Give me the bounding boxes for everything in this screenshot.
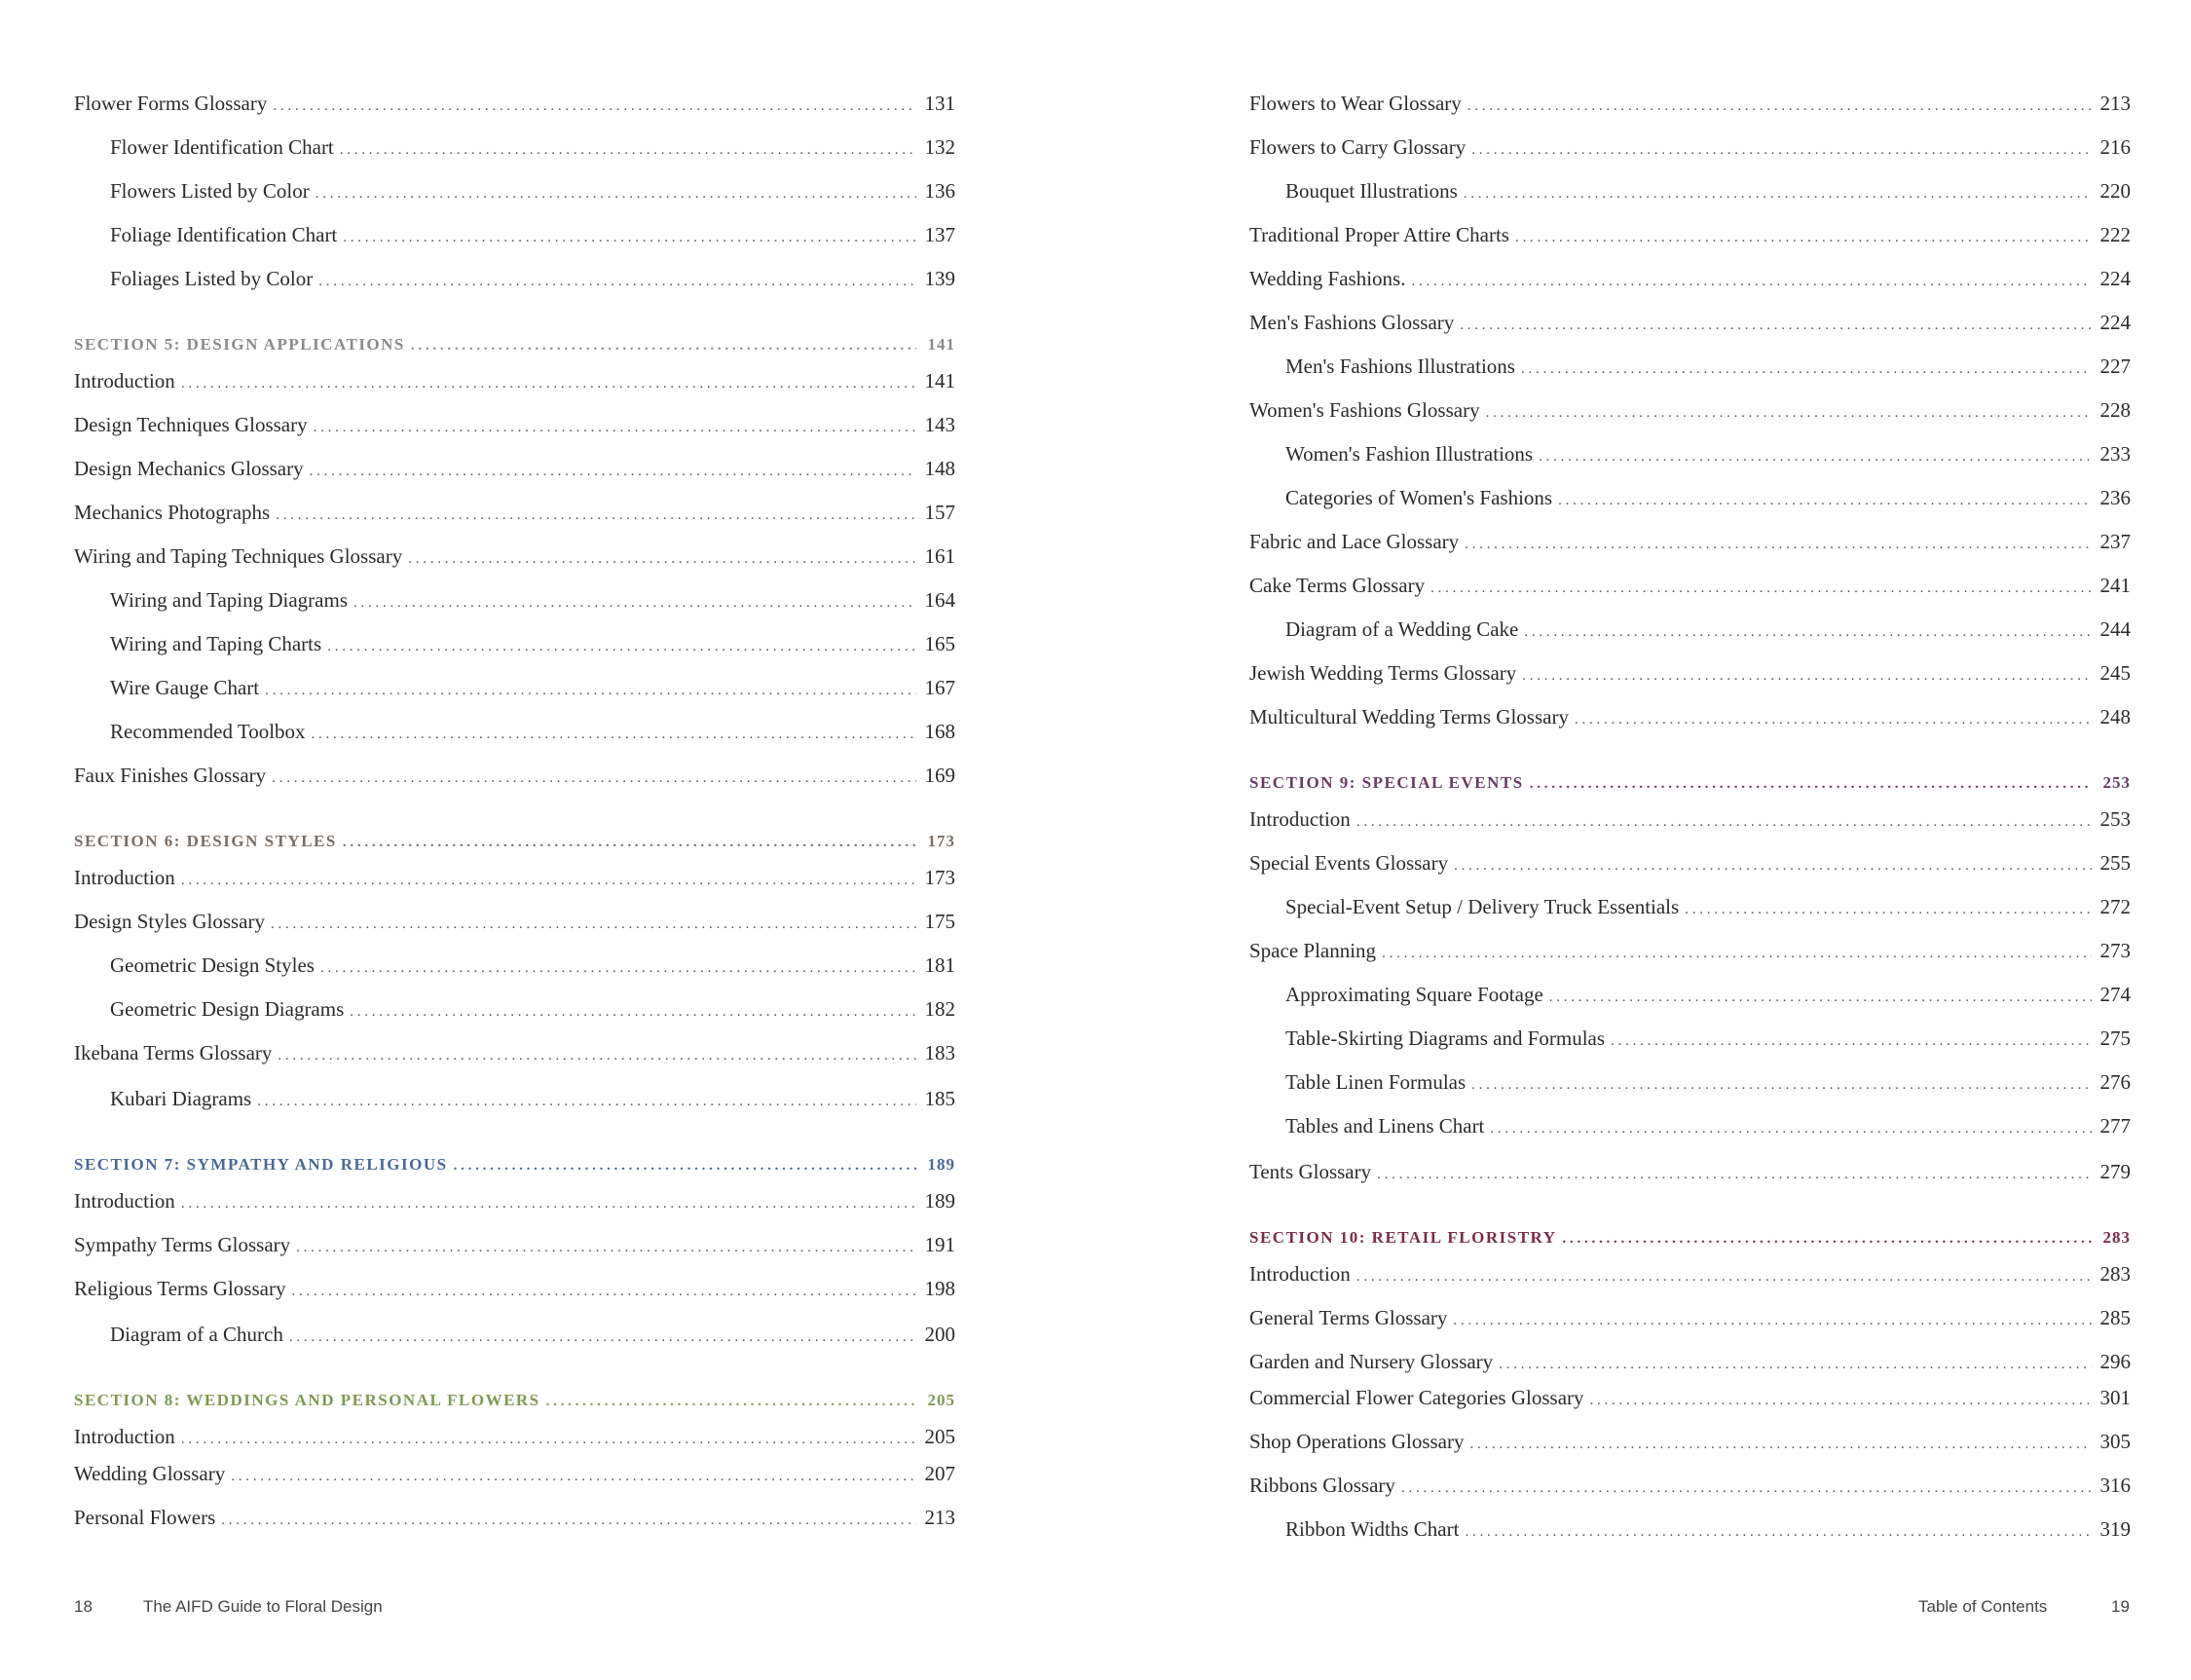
page-number: 216	[2099, 135, 2131, 159]
dot-leader	[1611, 1027, 2092, 1056]
page-number: 301	[2099, 1386, 2131, 1409]
dot-leader	[1530, 769, 2092, 799]
dot-leader	[1356, 1262, 2092, 1291]
toc-entry	[1249, 936, 2131, 965]
section-title: SECTION 10: RETAIL FLORISTRY	[1249, 1228, 1557, 1247]
toc-entry	[74, 994, 955, 1024]
page-number: 244	[2099, 617, 2131, 641]
entry-title: Ribbons Glossary	[1249, 1474, 1395, 1497]
entry-title: Approximating Square Footage	[1285, 983, 1543, 1006]
dot-leader	[278, 1041, 916, 1070]
dot-leader	[343, 223, 916, 252]
entry-title: Geometric Design Styles	[110, 953, 315, 977]
entry-title: Introduction	[74, 369, 175, 392]
toc-entry	[74, 454, 955, 483]
entry-title: Design Mechanics Glossary	[74, 457, 304, 480]
toc-entry	[74, 761, 955, 790]
page-number: 285	[2099, 1306, 2131, 1329]
dot-leader	[1454, 851, 2092, 880]
entry-title: Personal Flowers	[74, 1506, 216, 1529]
dot-leader	[1539, 442, 2092, 471]
toc-entry	[1249, 264, 2131, 293]
toc-entry	[74, 1459, 955, 1488]
entry-title: Men's Fashions Illustrations	[1285, 355, 1515, 378]
toc-entry	[74, 541, 955, 571]
dot-leader	[1465, 530, 2092, 559]
page-number: 157	[924, 501, 955, 524]
dot-leader	[271, 910, 916, 939]
dot-leader	[1430, 574, 2092, 603]
toc-entry	[1249, 176, 2131, 205]
page-number: 148	[924, 457, 955, 480]
page-number: 137	[924, 223, 955, 246]
dot-leader	[1453, 1306, 2092, 1335]
dot-leader	[1382, 939, 2092, 968]
footer-book-title: The AIFD Guide to Floral Design	[143, 1597, 383, 1616]
dot-leader	[350, 997, 916, 1027]
page-number: 224	[2099, 311, 2131, 334]
page-number: 183	[924, 1041, 955, 1064]
entry-title: Sympathy Terms Glossary	[74, 1233, 291, 1256]
dot-leader	[1401, 1474, 2092, 1503]
dot-leader	[1563, 1224, 2092, 1253]
entry-title: Special Events Glossary	[1249, 851, 1449, 875]
page-number: 275	[2099, 1027, 2131, 1050]
toc-section-heading	[1249, 1223, 2131, 1252]
dot-leader	[257, 1087, 916, 1116]
toc-entry	[74, 1503, 955, 1532]
entry-title: Fabric and Lace Glossary	[1249, 530, 1460, 553]
entry-title: Commercial Flower Categories Glossary	[1249, 1386, 1584, 1409]
page-number: 131	[924, 92, 955, 115]
toc-entry	[1249, 1259, 2131, 1288]
toc-entry	[1249, 1024, 2131, 1053]
toc-entry	[74, 907, 955, 936]
toc-entry	[74, 951, 955, 980]
page-number: 233	[2099, 442, 2131, 466]
toc-section-heading	[74, 827, 955, 856]
page-number: 273	[2099, 939, 2131, 962]
entry-title: Tables and Linens Chart	[1285, 1114, 1485, 1138]
footer-page-number-right: 19	[2111, 1597, 2130, 1616]
dot-leader	[327, 632, 916, 661]
entry-title: Flowers to Carry Glossary	[1249, 135, 1467, 159]
page-number: 283	[2099, 1262, 2131, 1286]
page-number: 141	[927, 335, 955, 354]
entry-title: Wedding Fashions.	[1249, 267, 1406, 290]
entry-title: Religious Terms Glossary	[74, 1277, 286, 1300]
toc-entry	[1249, 220, 2131, 249]
page-number: 169	[924, 764, 955, 787]
page-number: 272	[2099, 895, 2131, 918]
toc-entry	[1249, 1514, 2131, 1544]
toc-entry	[74, 1186, 955, 1215]
page-number: 228	[2099, 398, 2131, 422]
dot-leader	[1685, 895, 2092, 924]
page-number: 248	[2099, 705, 2131, 728]
entry-title: Mechanics Photographs	[74, 501, 271, 524]
toc-entry	[74, 89, 955, 118]
toc-entry	[74, 264, 955, 293]
entry-title: Foliages Listed by Color	[110, 267, 314, 290]
page-number: 305	[2099, 1430, 2131, 1453]
dot-leader	[1377, 1160, 2092, 1189]
entry-title: Table-Skirting Diagrams and Formulas	[1285, 1027, 1606, 1050]
dot-leader	[340, 135, 916, 165]
toc-entry	[74, 863, 955, 892]
dot-leader	[273, 92, 916, 121]
entry-title: Jewish Wedding Terms Glossary	[1249, 661, 1517, 685]
entry-title: Diagram of a Church	[110, 1323, 283, 1346]
toc-entry	[1249, 892, 2131, 921]
toc-entry	[1249, 615, 2131, 644]
page-number: 181	[924, 953, 955, 977]
entry-title: Introduction	[1249, 807, 1351, 831]
toc-entry	[74, 1230, 955, 1259]
page-number: 279	[2099, 1160, 2131, 1183]
dot-leader	[1524, 617, 2092, 647]
page-number: 189	[927, 1155, 955, 1174]
toc-entry	[74, 1320, 955, 1349]
dot-leader	[276, 501, 916, 530]
section-title: SECTION 6: DESIGN STYLES	[74, 832, 337, 850]
dot-leader	[1575, 705, 2092, 734]
entry-title: Bouquet Illustrations	[1285, 179, 1458, 203]
entry-title: Ikebana Terms Glossary	[74, 1041, 273, 1064]
page-number: 222	[2099, 223, 2131, 246]
dot-leader	[265, 676, 916, 705]
page-number: 185	[924, 1087, 955, 1110]
toc-entry	[74, 366, 955, 395]
entry-title: Table Linen Formulas	[1285, 1070, 1467, 1094]
page-number: 255	[2099, 851, 2131, 875]
page-number: 283	[2102, 1228, 2131, 1247]
dot-leader	[1549, 983, 2092, 1012]
entry-title: Space Planning	[1249, 939, 1377, 962]
dot-leader	[1471, 135, 2092, 165]
toc-entry	[1249, 571, 2131, 600]
dot-leader	[231, 1462, 916, 1491]
entry-title: Kubari Diagrams	[110, 1087, 252, 1110]
entry-title: Shop Operations Glossary	[1249, 1430, 1465, 1453]
toc-section-heading	[74, 1150, 955, 1179]
entry-title: Recommended Toolbox	[110, 720, 306, 743]
entry-title: Foliage Identification Chart	[110, 223, 338, 246]
dot-leader	[454, 1151, 916, 1180]
dot-leader	[1558, 486, 2092, 515]
page-number: 189	[924, 1189, 955, 1213]
page-number: 200	[924, 1323, 955, 1346]
entry-title: Wire Gauge Chart	[110, 676, 260, 699]
dot-leader	[343, 828, 916, 857]
dot-leader	[291, 1277, 916, 1306]
footer-section-title: Table of Contents	[1918, 1597, 2048, 1616]
page-number: 274	[2099, 983, 2131, 1006]
entry-title: Cake Terms Glossary	[1249, 574, 1426, 597]
toc-entry	[1249, 439, 2131, 468]
page-number: 245	[2099, 661, 2131, 685]
page-number: 319	[2099, 1517, 2131, 1541]
toc-entry	[1249, 308, 2131, 337]
dot-leader	[181, 866, 916, 895]
page-number: 236	[2099, 486, 2131, 509]
entry-title: Flower Forms Glossary	[74, 92, 268, 115]
page-number: 173	[924, 866, 955, 889]
toc-entry	[1249, 89, 2131, 118]
entry-title: Ribbon Widths Chart	[1285, 1517, 1460, 1541]
entry-title: Diagram of a Wedding Cake	[1285, 617, 1519, 641]
toc-entry	[1249, 1111, 2131, 1140]
dot-leader	[1411, 267, 2092, 296]
entry-title: Faux Finishes Glossary	[74, 764, 267, 787]
dot-leader	[1486, 398, 2092, 428]
toc-entry	[74, 717, 955, 746]
page-number: 253	[2102, 773, 2131, 792]
entry-title: Introduction	[74, 1189, 175, 1213]
dot-leader	[1515, 223, 2092, 252]
section-title: SECTION 9: SPECIAL EVENTS	[1249, 773, 1524, 792]
toc-entry	[1249, 980, 2131, 1009]
section-title: SECTION 5: DESIGN APPLICATIONS	[74, 335, 405, 354]
page-number: 139	[924, 267, 955, 290]
dot-leader	[181, 1425, 916, 1454]
page-number: 205	[927, 1391, 955, 1409]
page-number: 224	[2099, 267, 2131, 290]
page-number: 213	[924, 1506, 955, 1529]
dot-leader	[296, 1233, 916, 1262]
dot-leader	[312, 720, 916, 749]
entry-title: Introduction	[74, 866, 175, 889]
page-number: 182	[924, 997, 955, 1021]
page-number: 296	[2099, 1350, 2131, 1373]
toc-entry	[1249, 1347, 2131, 1376]
entry-title: Wiring and Taping Diagrams	[110, 588, 348, 612]
dot-leader	[314, 413, 916, 442]
dot-leader	[1521, 355, 2092, 384]
toc-entry	[1249, 1383, 2131, 1412]
section-title: SECTION 7: SYMPATHY AND RELIGIOUS	[74, 1155, 448, 1174]
dot-leader	[1465, 1517, 2092, 1547]
page-number: 316	[2099, 1474, 2131, 1497]
toc-entry	[74, 629, 955, 658]
toc-entry	[74, 1084, 955, 1113]
dot-leader	[181, 369, 916, 398]
entry-title: Wiring and Taping Charts	[110, 632, 322, 655]
entry-title: Men's Fashions Glossary	[1249, 311, 1455, 334]
dot-leader	[411, 331, 916, 360]
page-number: 167	[924, 676, 955, 699]
page-number: 276	[2099, 1070, 2131, 1094]
dot-leader	[408, 544, 916, 574]
toc-section-heading	[1249, 768, 2131, 798]
dot-leader	[546, 1387, 916, 1416]
toc-entry	[1249, 1471, 2131, 1500]
dot-leader	[1464, 179, 2092, 208]
toc-entry	[74, 220, 955, 249]
page-number: 237	[2099, 530, 2131, 553]
page-number: 227	[2099, 355, 2131, 378]
dot-leader	[353, 588, 916, 617]
page-number: 143	[924, 413, 955, 436]
toc-entry	[74, 585, 955, 615]
page-number: 220	[2099, 179, 2131, 203]
toc-section-heading	[74, 330, 955, 359]
toc-entry	[74, 1038, 955, 1067]
entry-title: Flowers to Wear Glossary	[1249, 92, 1462, 115]
toc-entry	[1249, 352, 2131, 381]
entry-title: Geometric Design Diagrams	[110, 997, 345, 1021]
toc-entry	[74, 498, 955, 527]
toc-entry	[1249, 804, 2131, 834]
toc-entry	[1249, 395, 2131, 425]
toc-entry	[74, 1274, 955, 1303]
entry-title: Categories of Women's Fashions	[1285, 486, 1553, 509]
toc-entry	[1249, 1067, 2131, 1097]
entry-title: Design Styles Glossary	[74, 910, 265, 933]
page-number: 168	[924, 720, 955, 743]
page-number: 161	[924, 544, 955, 568]
page-number: 207	[924, 1462, 955, 1485]
dot-leader	[1460, 311, 2092, 340]
entry-title: Wedding Glossary	[74, 1462, 226, 1485]
toc-entry	[1249, 1427, 2131, 1456]
dot-leader	[318, 267, 916, 296]
toc-entry	[74, 1422, 955, 1451]
toc-entry	[74, 410, 955, 439]
dot-leader	[1469, 1430, 2092, 1459]
toc-entry	[1249, 527, 2131, 556]
page-number: 175	[924, 910, 955, 933]
footer-page-number-left: 18	[74, 1597, 93, 1616]
right-page	[1096, 0, 2191, 1680]
page-number: 205	[924, 1425, 955, 1448]
dot-leader	[289, 1323, 916, 1352]
page-number: 213	[2099, 92, 2131, 115]
dot-leader	[1490, 1114, 2092, 1143]
dot-leader	[1471, 1070, 2092, 1100]
page-number: 173	[927, 832, 955, 850]
entry-title: Flowers Listed by Color	[110, 179, 310, 203]
page-number: 198	[924, 1277, 955, 1300]
dot-leader	[1499, 1350, 2092, 1379]
toc-entry	[1249, 848, 2131, 877]
entry-title: Flower Identification Chart	[110, 135, 334, 159]
page-number: 191	[924, 1233, 955, 1256]
entry-title: Introduction	[1249, 1262, 1351, 1286]
dot-leader	[310, 457, 916, 486]
dot-leader	[316, 179, 916, 208]
toc-entry	[74, 132, 955, 162]
entry-title: Wiring and Taping Techniques Glossary	[74, 544, 403, 568]
dot-leader	[1467, 92, 2092, 121]
entry-title: Multicultural Wedding Terms Glossary	[1249, 705, 1569, 728]
entry-title: Women's Fashions Glossary	[1249, 398, 1480, 422]
toc-entry	[1249, 1303, 2131, 1332]
page-number: 141	[924, 369, 955, 392]
entry-title: Tents Glossary	[1249, 1160, 1372, 1183]
toc-entry	[1249, 1157, 2131, 1186]
toc-entry	[74, 673, 955, 702]
dot-leader	[272, 764, 916, 793]
section-title: SECTION 8: WEDDINGS AND PERSONAL FLOWERS	[74, 1391, 540, 1409]
page-number: 253	[2099, 807, 2131, 831]
toc-entry	[1249, 658, 2131, 688]
toc-entry	[1249, 702, 2131, 731]
page-number: 241	[2099, 574, 2131, 597]
dot-leader	[1522, 661, 2092, 691]
entry-title: Special-Event Setup / Delivery Truck Essentials	[1285, 895, 1680, 918]
dot-leader	[221, 1506, 916, 1535]
entry-title: Garden and Nursery Glossary	[1249, 1350, 1494, 1373]
toc-entry	[74, 176, 955, 205]
dot-leader	[320, 953, 916, 983]
toc-entry	[1249, 132, 2131, 162]
entry-title: Traditional Proper Attire Charts	[1249, 223, 1509, 246]
entry-title: Introduction	[74, 1425, 175, 1448]
dot-leader	[1356, 807, 2092, 837]
dot-leader	[1590, 1386, 2092, 1415]
entry-title: Women's Fashion Illustrations	[1285, 442, 1534, 466]
page-number: 136	[924, 179, 955, 203]
page-number: 165	[924, 632, 955, 655]
dot-leader	[181, 1189, 916, 1218]
toc-section-heading	[74, 1386, 955, 1415]
entry-title: General Terms Glossary	[1249, 1306, 1448, 1329]
page-number: 277	[2099, 1114, 2131, 1138]
entry-title: Design Techniques Glossary	[74, 413, 308, 436]
toc-entry	[1249, 483, 2131, 512]
page-number: 164	[924, 588, 955, 612]
page-number: 132	[924, 135, 955, 159]
